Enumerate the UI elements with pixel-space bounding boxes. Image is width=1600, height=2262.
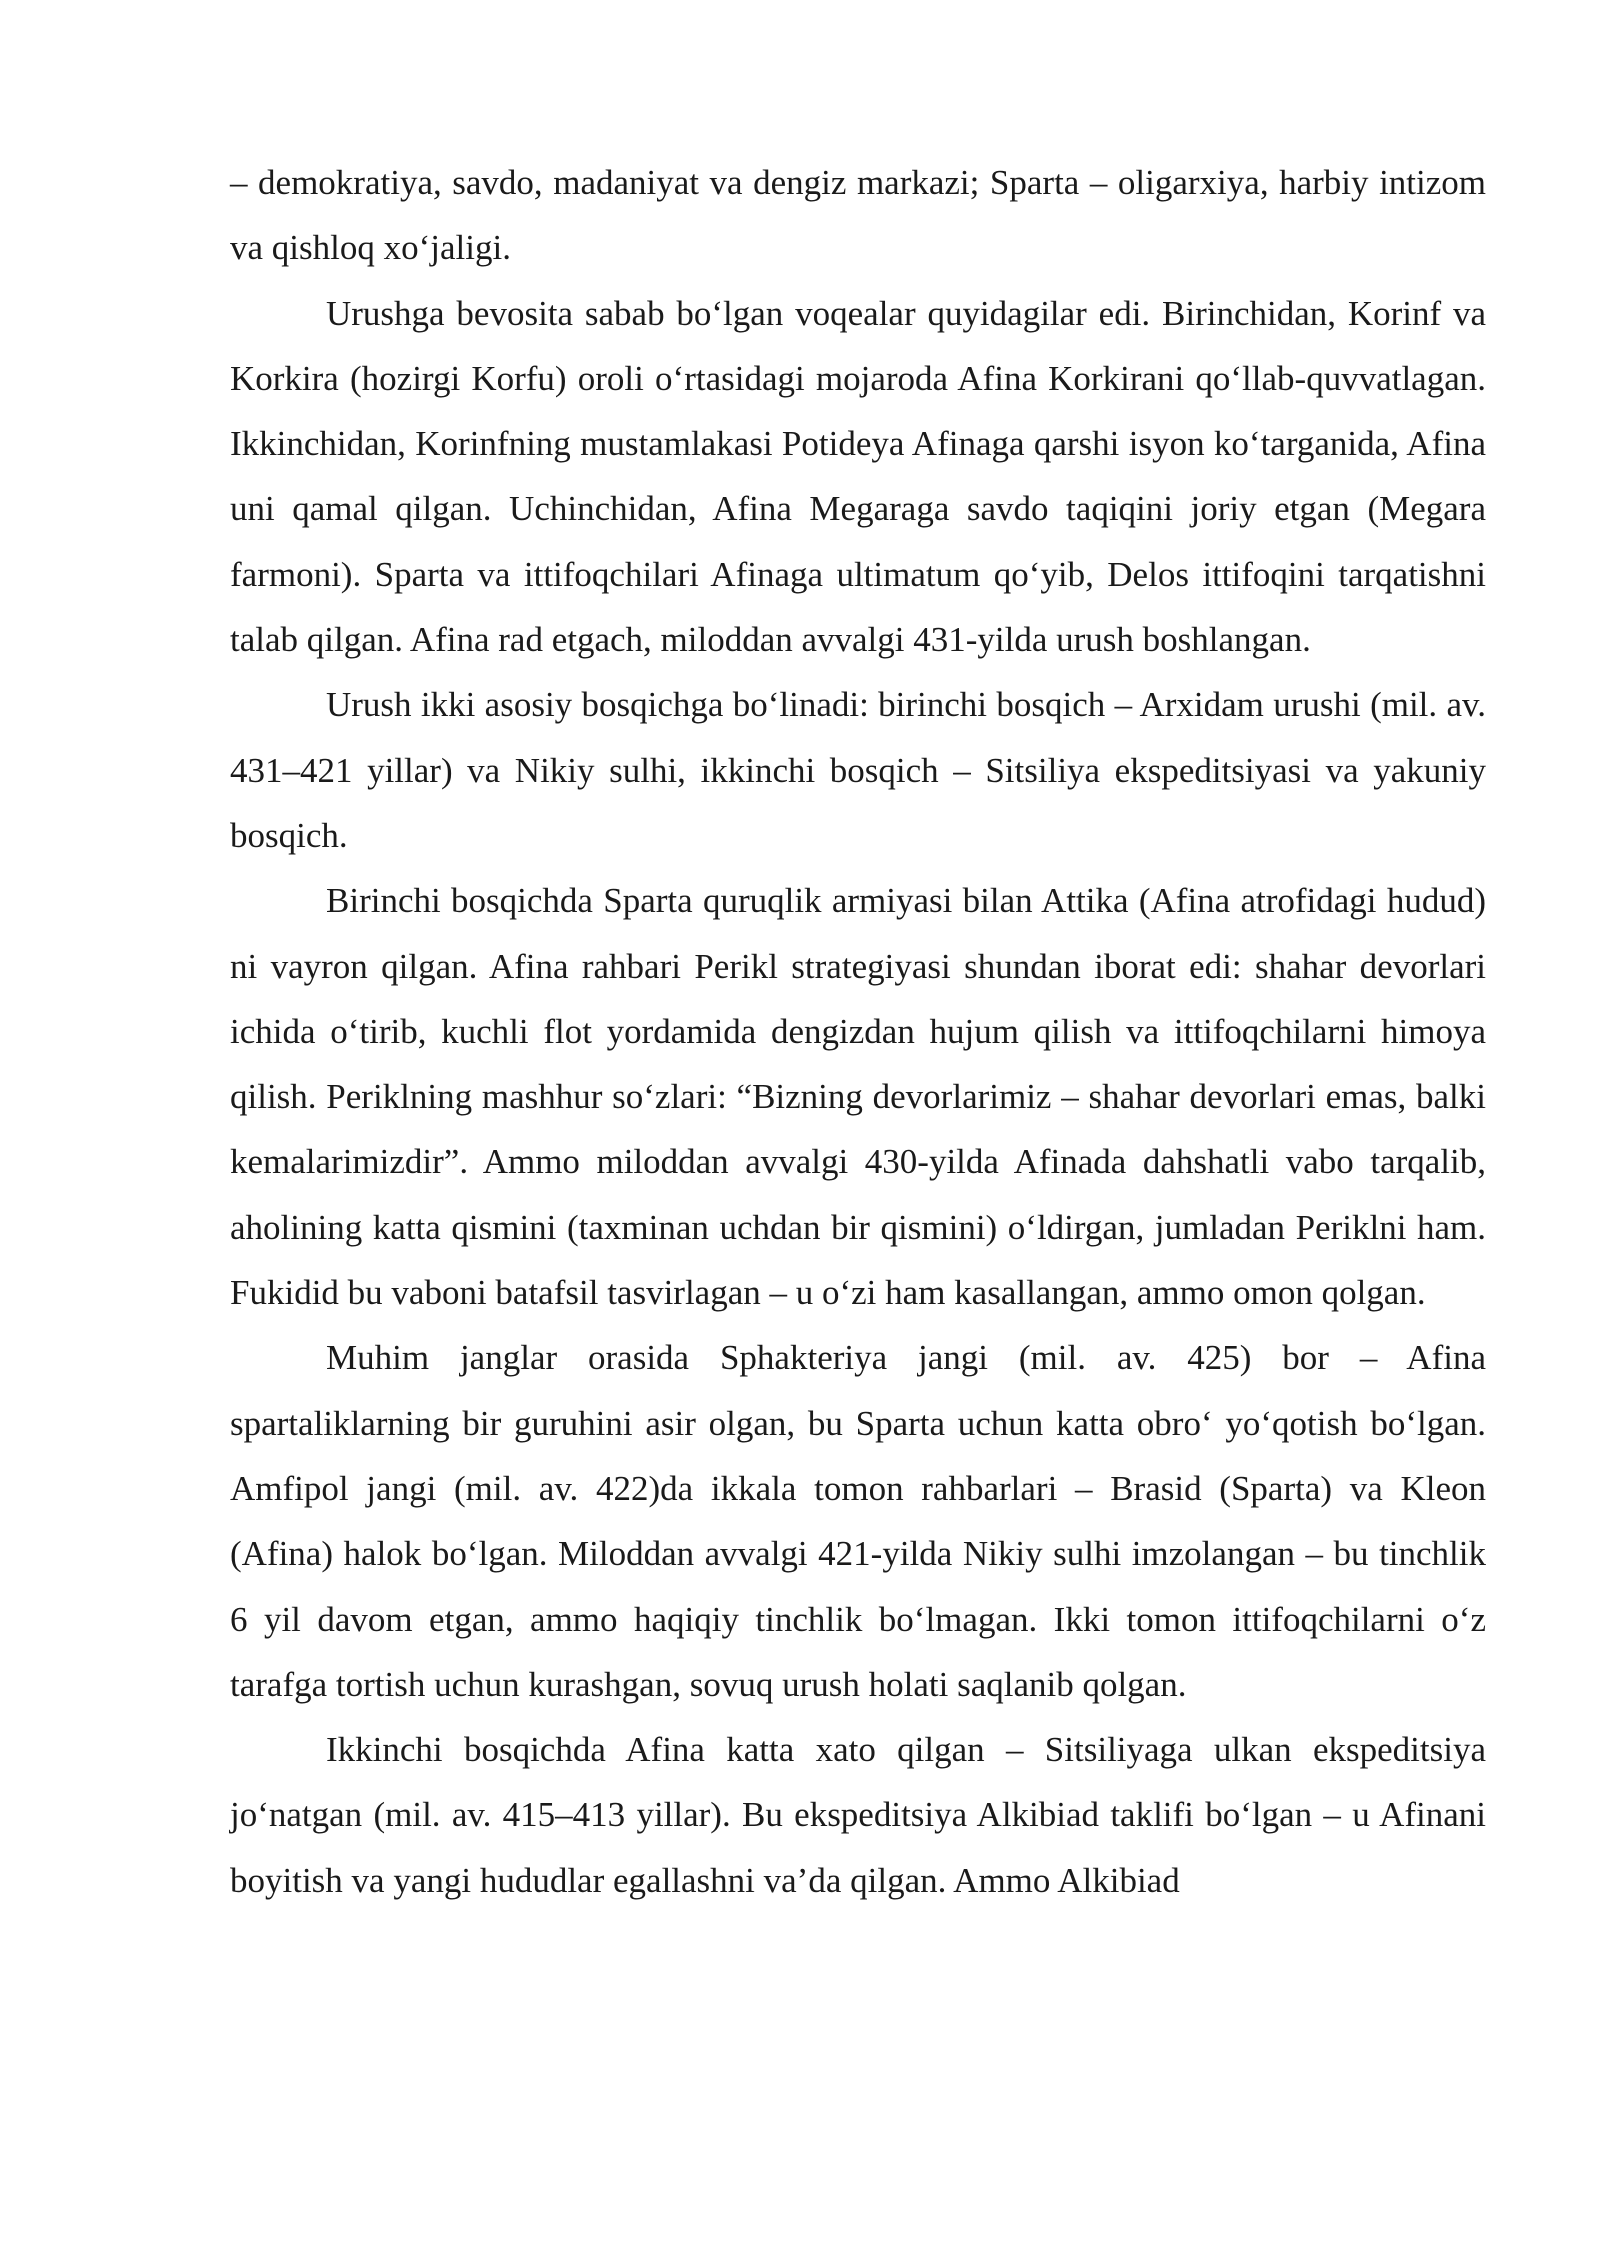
paragraph-second-stage: Ikkinchi bosqichda Afina katta xato qilgan – Sitsiliyaga ulkan ekspeditsiya jo‘natgan (mil. av. 415–413 yillar). Bu ekspeditsiya Alkibiad taklifi bo‘lgan – u Afinani boyitish va yangi hududlar egallashni va’da qilgan. Ammo Alkibiad <box>230 1730 1486 1900</box>
paragraph-first-stage: Birinchi bosqichda Sparta quruqlik armiyasi bilan Attika (Afina atrofidagi hudud) ni vayron qilgan. Afina rahbari Perikl strategiyasi shundan iborat edi: shahar devorlari ichida o‘tirib, kuchli flot yordamida dengizdan hujum qilish va ittifoqchilarni himoya qilish. Periklning mashhur so‘zlari: “Bizning devorlarimiz – shahar devorlari emas, balki kemalarimizdir”. Ammo miloddan avvalgi 430-yilda Afinada dahshatli vabo tarqalib, aholining katta qismini (taxminan uchdan bir qismini) o‘ldirgan, jumladan Periklni ham. Fukidid bu vaboni batafsil tasvirlagan – u o‘zi ham kasallangan, ammo omon qolgan. <box>230 881 1486 1313</box>
paragraph-war-causes: Urushga bevosita sabab bo‘lgan voqealar quyidagilar edi. Birinchidan, Korinf va Korkira (hozirgi Korfu) oroli o‘rtasidagi mojaroda Afina Korkirani qo‘llab-quvvatlagan. Ikkinchidan, Korinfning mustamlakasi Potideya Afinaga qarshi isyon ko‘targanida, Afina uni qamal qilgan. Uchinchidan, Afina Megaraga savdo taqiqini joriy etgan (Megara farmoni). Sparta va ittifoqchilari Afinaga ultimatum qo‘yib, Delos ittifoqini tarqatishni talab qilgan. Afina rad etgach, miloddan avvalgi 431-yilda urush boshlangan. <box>230 293 1486 660</box>
paragraph-war-stages: Urush ikki asosiy bosqichga bo‘linadi: birinchi bosqich – Arxidam urushi (mil. av. 431–421 yillar) va Nikiy sulhi, ikkinchi bosqich – Sitsiliya ekspeditsiyasi va yakuniy bosqich. <box>230 685 1486 855</box>
paragraph-important-battles: Muhim janglar orasida Sphakteriya jangi (mil. av. 425) bor – Afina spartaliklarning bir guruhini asir olgan, bu Sparta uchun katta obro‘ yo‘qotish bo‘lgan. Amfipol jangi (mil. av. 422)da ikkala tomon rahbarlari – Brasid (Sparta) va Kleon (Afina) halok bo‘lgan. Miloddan avvalgi 421-yilda Nikiy sulhi imzolangan – bu tinchlik 6 yil davom etgan, ammo haqiqiy tinchlik bo‘lmagan. Ikki tomon ittifoqchilarni o‘z tarafga tortish uchun kurashgan, sovuq urush holati saqlanib qolgan. <box>230 1338 1486 1704</box>
paragraph-continuation: – demokratiya, savdo, madaniyat va dengiz markazi; Sparta – oligarxiya, harbiy intizom va qishloq xo‘jaligi. <box>230 163 1486 268</box>
body-text <box>230 150 1486 1913</box>
